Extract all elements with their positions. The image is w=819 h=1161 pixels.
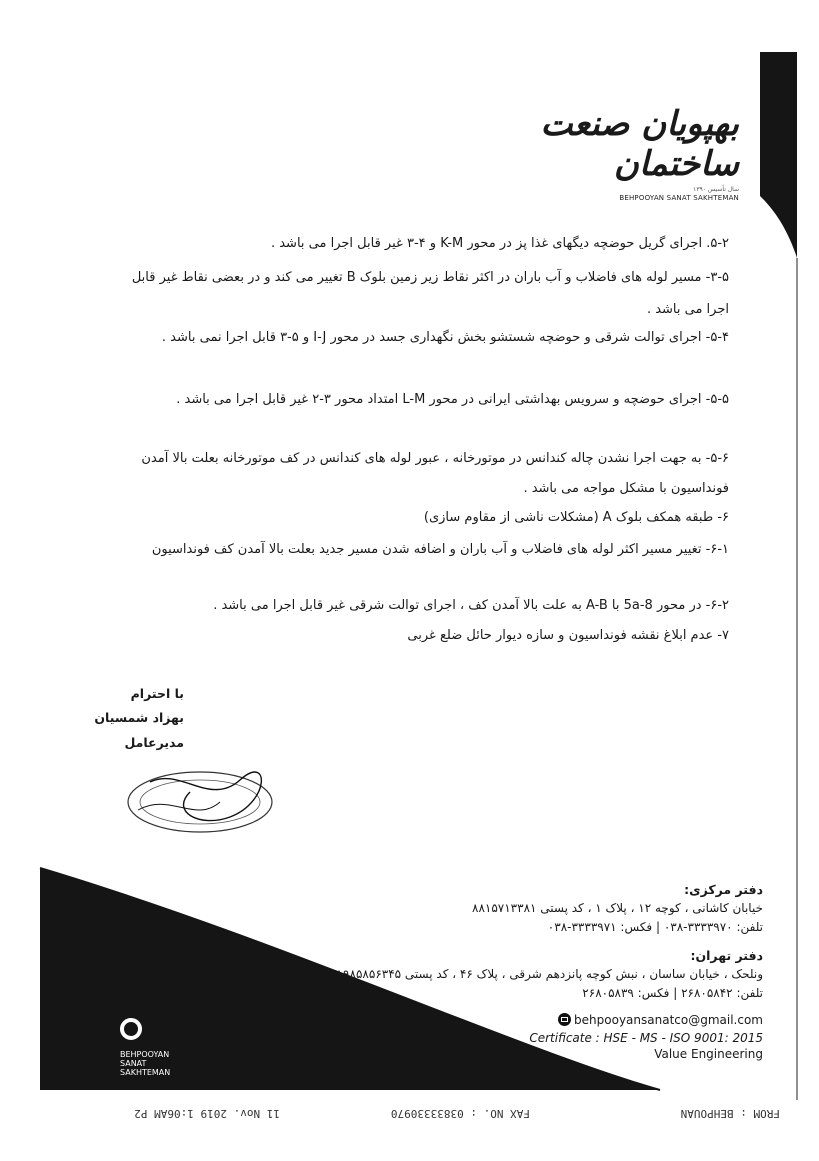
company-tagline: سال تأسیس ۱۳۹۰	[693, 186, 739, 193]
central-office-title: دفتر مرکزی:	[684, 882, 763, 897]
list-item: ۶-۱- تغییر مسیر اکثر لوله های فاضلاب و آب باران و اضافه شدن مسیر جدید بعلت بالا آمدن کف فونداسیون	[151, 542, 729, 557]
tehran-office-address: ونلحک ، خیابان ساسان ، نبش کوچه پانزدهم شرقی ، پلاک ۴۶ ، کد پستی ۱۹۸۵۸۵۶۳۴۵	[336, 967, 763, 981]
central-office-address: خیابان کاشانی ، کوچه ۱۲ ، پلاک ۱ ، کد پستی ۸۸۱۵۷۱۳۳۸۱	[472, 901, 763, 915]
list-item: ۵-۶- به جهت اجرا نشدن چاله کندانس در موتورخانه ، عبور لوله های کندانس در کف موتورخانه بعلت بالا آمدن فونداسیون با مشکل مواجه می باشد .	[141, 451, 729, 496]
tehran-office-phones: تلفن: ۲۶۸۰۵۸۴۲ | فکس: ۲۶۸۰۵۸۳۹	[582, 986, 763, 1000]
central-office-phones: تلفن: ۳۳۳۳۹۷۰-۰۳۸ | فکس: ۳۳۳۳۹۷۱-۰۳۸	[547, 920, 763, 934]
fax-date: 11 Nov. 2019 1:06AM P2	[134, 1107, 280, 1120]
list-item: ۵-۵- اجرای حوضچه و سرویس بهداشتی ایرانی در محور L-M امتداد محور ۳-۲ غیر قابل اجرا می باشد .	[176, 392, 729, 407]
central-office	[472, 880, 763, 937]
company-logo	[529, 104, 739, 202]
email-address[interactable]: behpooyansanatco@gmail.com	[574, 1013, 763, 1027]
fax-header	[60, 1104, 780, 1120]
list-item: ۷- عدم ابلاغ نقشه فونداسیون و سازه دیوار حائل ضلع غربی	[407, 628, 729, 643]
mail-icon	[558, 1013, 571, 1026]
tehran-office	[337, 946, 763, 1003]
closing: با احترام	[130, 686, 184, 701]
tehran-office-title: دفتر تهران:	[690, 948, 763, 963]
signer-title: مدیرعامل	[124, 735, 184, 750]
fax-from: FROM : BEHPOUAN	[680, 1107, 780, 1120]
company-name-fa: بهپویان صنعت ساختمان	[540, 104, 739, 184]
certificate: Certificate : HSE - MS - ISO 9001: 2015	[529, 1031, 763, 1045]
footer-logo	[120, 1018, 200, 1077]
logo-ring-icon	[120, 1018, 142, 1040]
signer-name: بهزاد شمسیان	[94, 710, 184, 725]
value-engineering: Value Engineering	[654, 1047, 763, 1061]
fax-number: FAX NO. : 03833330970	[390, 1107, 530, 1120]
list-item: ۶- طبقه همکف بلوک A (مشکلات ناشی از مقاوم سازی)	[423, 510, 729, 525]
email-line	[558, 1013, 763, 1027]
company-name-en: BEHPOOYAN SANAT SAKHTEMAN	[619, 194, 739, 202]
list-item: ۵-۲. اجرای گریل حوضچه دیگهای غذا پز در محور K-M و ۴-۳ غیر قابل اجرا می باشد .	[270, 236, 729, 251]
list-item: ۶-۲- در محور 8-5a با A-B به علت بالا آمدن کف ، اجرای توالت شرقی غیر قابل اجرا می باشد .	[213, 598, 729, 613]
footer-logo-text: BEHPOOYAN SANAT SAKHTEMAN	[120, 1050, 171, 1077]
list-item: ۳-۵- مسیر لوله های فاضلاب و آب باران در اکثر نقاط زیر زمین بلوک B تغییر می کند و در بعضی نقاط غیر قابل اجرا می باشد .	[131, 270, 729, 317]
list-item: ۵-۴- اجرای توالت شرقی و حوضچه شستشو بخش نگهداری جسد در محور I-J و ۵-۳ قابل اجرا نمی باشد .	[161, 330, 729, 345]
signature-stamp	[120, 762, 280, 838]
